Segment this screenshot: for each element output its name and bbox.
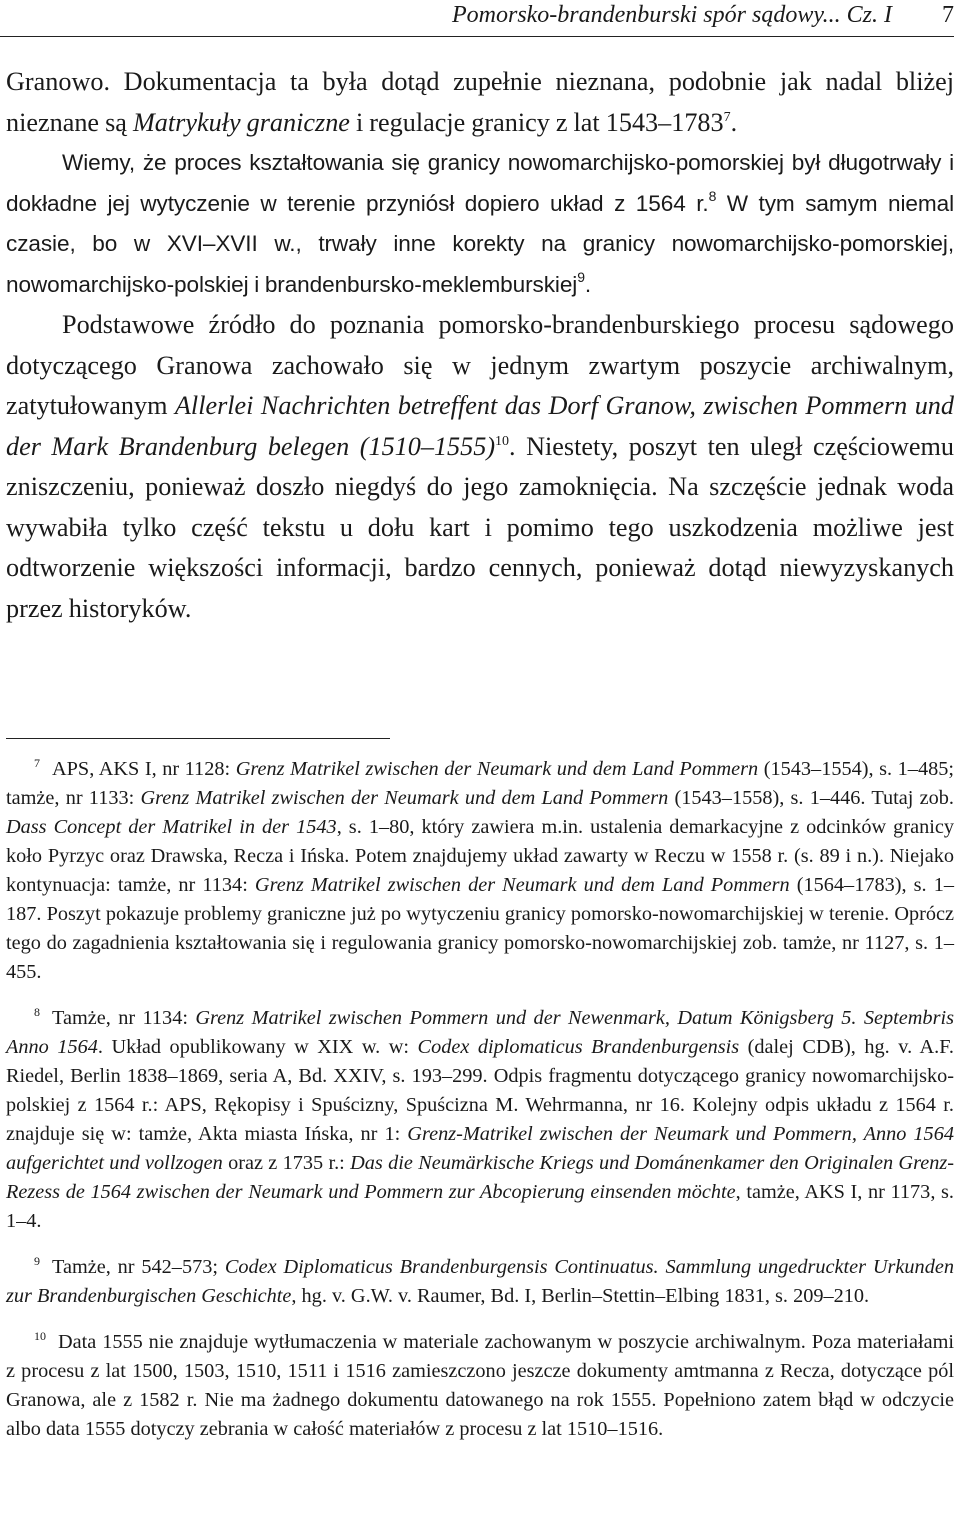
fn9-t2: Codex Diplomaticus Brandenburgensis Continuatus. Sammlung ungedruckter Urkunden zur Brandenburgischen Geschichte	[6, 1256, 954, 1307]
p1-t4: i regulacje granicy z lat 1543–1783	[349, 107, 724, 137]
fn9-t3: , hg. v. G.W. v. Raumer, Bd. I, Berlin–Stettin–Elbing 1831, s. 209–210.	[291, 1285, 870, 1307]
p1-t1: Granowo.	[6, 67, 124, 96]
p3-t4: Na szczęście jednak woda wywabiła tylko część tekstu u dołu kart i pomimo tego uszkodzenia możliwe jest odtworzenie większości informacji, bardzo cennych, ponieważ dotąd niewyzyskanych przez historyków.	[6, 472, 954, 623]
footnote-ref-10[interactable]: 10	[495, 433, 510, 449]
body-text	[6, 62, 954, 629]
p1-t5: .	[730, 107, 738, 137]
fn7-t9: (1564–1783), s. 1–187. Poszyt pokazuje problemy graniczne już po wytyczeniu granicy pomorsko-nowomarchijskiej w terenie. Oprócz tego do zagadnienia kształtowania się i regulowania granicy pomorsko-nowomarchijskiej zob. tamże, nr 1127, s. 1–455.	[6, 874, 954, 983]
fn8-t2: Grenz Matrikel zwischen Pommern und der Newenmark, Datum Königsberg 5. Septembris Anno 1564	[6, 1007, 954, 1058]
running-title: Pomorsko-brandenburski spór sądowy... Cz. I	[451, 2, 892, 28]
paragraph-3	[6, 305, 954, 629]
footnote-7	[6, 755, 954, 987]
page-number: 7	[942, 2, 954, 28]
p1-t3: Matrykuły graniczne	[132, 107, 350, 137]
fn7-t7: , s. 1–80, który zawiera m.in. ustalenia demarkacyjne z odcinków granicy koło Pyrzyc oraz Drawska, Recza i Ińska. Potem znajdujemy układ zawarty w Reczu w 1558 r. (s. 89 i n.). Niejako kontynuacja: tamże, nr 1134:	[6, 816, 954, 896]
p3-t3: . Niestety, poszyt ten uległ częściowemu zniszczeniu, ponieważ doszło niegdyś do jego zamoknięcia.	[6, 431, 954, 501]
footnote-ref-9[interactable]: 9	[577, 268, 585, 285]
footnote-9-number: 9	[34, 1254, 40, 1268]
paragraph-2	[6, 143, 954, 305]
fn7-t4: Grenz Matrikel zwischen der Neumark und dem Land Pommern	[140, 787, 669, 809]
footnote-ref-8[interactable]: 8	[708, 187, 717, 204]
fn7-t1: APS, AKS I, nr 1128:	[52, 758, 236, 780]
footnote-ref-7[interactable]: 7	[723, 109, 731, 125]
p2-t2: W tym samym niemal czasie, bo w XVI–XVII w., trwały inne korekty na granicy nowomarchijsko-pomorskiej, nowomarchijsko-polskiej i brandenbursko-meklemburskiej	[6, 190, 954, 297]
paragraph-1	[6, 62, 954, 143]
footnote-8-number: 8	[34, 1005, 40, 1019]
footnote-10	[6, 1328, 954, 1444]
fn8-t9: , tamże, AKS I, nr 1173, s. 1–4.	[6, 1181, 954, 1232]
footnote-separator	[6, 738, 390, 739]
p2-t3: .	[584, 271, 592, 297]
footnote-10-number: 10	[34, 1329, 46, 1343]
fn8-t3: . Układ opublikowany w XIX w. w:	[97, 1036, 418, 1058]
fn8-t7: oraz z 1735 r.:	[222, 1152, 351, 1174]
fn8-t6: Grenz-Matrikel zwischen der Neumark und Pommern, Anno 1564 aufgerichtet und vollzogen	[6, 1123, 954, 1174]
fn8-t8: Das die Neumärkische Kriegs und Dománenkamer den Originalen Grenz-Rezess de 1564 zwischen der Neumark und Pommern zur Abcopierung einsenden möchte	[6, 1152, 955, 1203]
fn8-t1: Tamże, nr 1134:	[52, 1007, 196, 1029]
running-head	[0, 0, 954, 37]
fn9-t1: Tamże, nr 542–573;	[52, 1256, 225, 1278]
p3-t2: Allerlei Nachrichten betreffent das Dorf Granow, zwischen Pommern und der Mark Brandenburg belegen (1510–1555)	[6, 391, 954, 461]
footnote-9	[6, 1253, 954, 1311]
fn10-t1: Data 1555 nie znajduje wytłumaczenia w materiale zachowanym w poszycie archiwalnym. Poza materiałami z procesu z lat 1500, 1503, 1510, 1511 i 1516 zamieszczono jeszcze dokumenty amtmanna z Recza, dotyczące pól Granowa, ale z 1582 r. Nie ma żadnego dokumentu datowanego na rok 1555. Popełniono zatem błąd w odczycie albo data 1555 dotyczy zebrania w całość materiałów z procesu z lat 1510–1516.	[6, 1331, 954, 1440]
fn7-t2: Grenz Matrikel zwischen der Neumark und dem Land Pommern	[235, 758, 759, 780]
fn7-t3: (1543–1554), s. 1–485; tamże, nr 1133:	[6, 758, 955, 809]
fn8-t5: (dalej CDB), hg. v. A.F. Riedel, Berlin 1838–1869, seria A, Bd. XXIV, s. 193–299. Odpis fragmentu dotyczącego granicy nowomarchijsko-polskiej z 1564 r.: APS, Rękopisy i Spuścizny, Spuścizna M. Wehrmanna, nr 16. Kolejny odpis układu z 1564 r. znajduje się w: tamże, Akta miasta Ińska, nr 1:	[6, 1036, 954, 1145]
footnotes	[6, 755, 954, 1461]
fn7-t5: (1543–1558), s. 1–446. Tutaj zob.	[668, 787, 954, 809]
fn7-t8: Grenz Matrikel zwischen der Neumark und dem Land Pommern	[254, 874, 790, 896]
footnote-7-number: 7	[34, 756, 40, 770]
fn7-t6: Dass Concept der Matrikel in der 1543	[6, 816, 337, 838]
p1-t2: Dokumentacja ta była dotąd zupełnie nieznana, podobnie jak nadal bliżej nieznane są	[6, 67, 955, 137]
fn8-t4: Codex diplomaticus Brandenburgensis	[417, 1036, 740, 1058]
footnote-8	[6, 1004, 954, 1236]
p2-t1: Wiemy, że proces kształtowania się granicy nowomarchijsko-pomorskiej był długotrwały i dokładne jej wytyczenie w terenie przyniósł dopiero układ z 1564 r.	[6, 150, 954, 216]
p3-t1: Podstawowe źródło do poznania pomorsko-brandenburskiego procesu sądowego dotyczącego Granowa zachowało się w jednym zwartym poszycie archiwalnym, zatytułowanym	[6, 310, 954, 420]
